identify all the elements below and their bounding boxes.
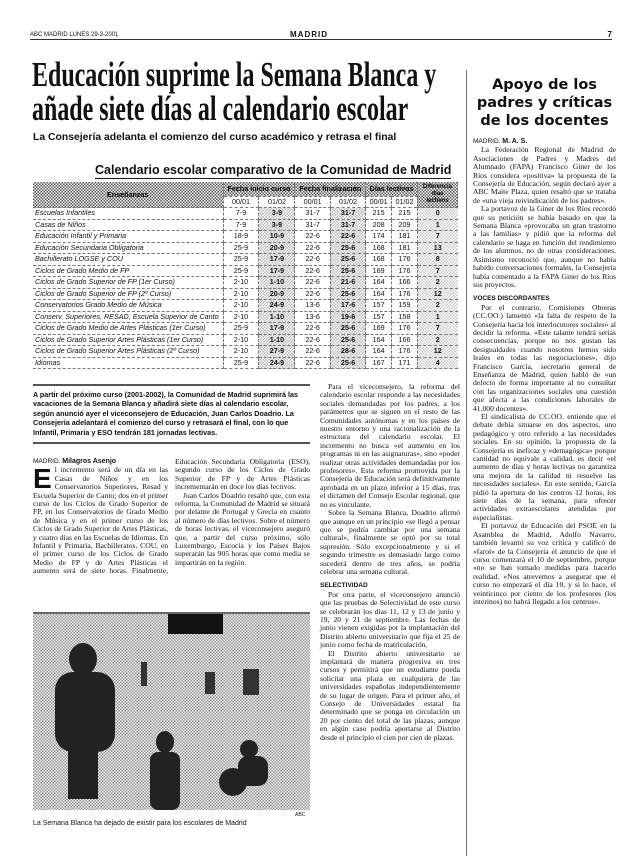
byline-author: M. A. S. bbox=[502, 138, 528, 145]
section-name: MADRID bbox=[290, 30, 328, 39]
table-cell: 25-6 bbox=[330, 334, 365, 346]
table-cell: 167 bbox=[366, 357, 392, 369]
col-header-dias: Días lectivos bbox=[366, 182, 418, 196]
table-cell: 164 bbox=[366, 277, 392, 289]
table-cell: 22-6 bbox=[295, 254, 330, 266]
photo-credit: ABC bbox=[295, 812, 306, 818]
table-cell: 1-10 bbox=[259, 311, 295, 323]
table-cell: 25-6 bbox=[330, 242, 365, 254]
table-cell: 22-6 bbox=[295, 323, 330, 335]
table-cell: 28-6 bbox=[330, 346, 365, 358]
table-cell: 25-9 bbox=[223, 323, 259, 335]
table-cell: 17-6 bbox=[330, 300, 365, 312]
table-cell: 4 bbox=[418, 357, 458, 369]
table-row bbox=[33, 346, 458, 358]
table-cell: 7 bbox=[418, 323, 458, 335]
sidebar-paragraph: Por el contrario, Comisiones Obreras (CC.OO.) lamentó «la falta de respeto de la Consejería hacia los interlocutores sociales» al decidir la reforma. «Este talante tendrá serias consecuencias, porque no nos gustan las desigualdades cuando nosotros hemos sido leales en todas las negociaciones», dijo Francisco García, secretario general de Enseñanza de Madrid, quien habló de «un defecto de forma importante al no consultar con las organizaciones sociales una cuestión que afecta a las condiciones laborales de 41.000 docentes». bbox=[473, 302, 616, 413]
table-row bbox=[33, 357, 458, 369]
row-label: Conservatorios Grado Medio de Música bbox=[33, 300, 223, 312]
table-cell: 22-6 bbox=[295, 357, 330, 369]
table-title: Calendario escolar comparativo de la Comunidad de Madrid bbox=[95, 163, 452, 177]
table-cell: 25-9 bbox=[223, 242, 259, 254]
table-cell: 168 bbox=[366, 254, 392, 266]
row-label: Educación Infantil y Primaria bbox=[33, 231, 223, 243]
headline-line-2: añade siete días al calendario escolar bbox=[32, 89, 409, 128]
lead-paragraph: A partir del próximo curso (2001-2002), la Comunidad de Madrid suprimirá las vacaciones de la Semana Blanca y añadirá siete días al calendario escolar, según anunció ayer el viceconsejero de Educación, Juan Carlos Doadrio. La Consejería adelantará el comienzo del curso y retrasará el final, con lo que Infantil, Primaria y ESO tendrán 181 jornadas lectivas. bbox=[33, 384, 310, 444]
col-header-inicio: Fecha inicio curso bbox=[223, 182, 295, 196]
col-header-ensenanzas: Enseñanzas bbox=[33, 182, 223, 208]
section-subhead: SELECTIVIDAD bbox=[320, 582, 368, 590]
table-cell: 2 bbox=[418, 277, 458, 289]
table-cell: 25-6 bbox=[330, 254, 365, 266]
table-cell: 2-10 bbox=[223, 288, 259, 300]
table-cell: 164 bbox=[366, 334, 392, 346]
table-cell: 25-9 bbox=[223, 265, 259, 277]
table-cell: 22-6 bbox=[295, 277, 330, 289]
subheader: 01/02 bbox=[392, 196, 418, 208]
sidebar-title: Apoyo de los padres y críticas de los docentes bbox=[476, 77, 613, 129]
table-cell: 17-9 bbox=[259, 323, 295, 335]
article-paragraph: El Distrito abierto universitario se implantará de manera progresiva en tres cursos y permitirá que un estudiante pueda solicitar una plaza en cualquiera de las universidades españolas independientemente de su lugar de origen. Para el primer año, el Consejo de Universidades estatal ha determinado que se ponga en circulación un 20 por ciento del total de las plazas, aunque en algún caso podría aportarse al Distrito desde el principio el cien por cien de plazas. bbox=[320, 648, 460, 742]
table-cell: 20-9 bbox=[259, 242, 295, 254]
table-cell: 168 bbox=[366, 242, 392, 254]
byline-author: Milagros Asenjo bbox=[62, 458, 117, 465]
table-cell: 22-6 bbox=[295, 242, 330, 254]
row-label: Casas de Niños bbox=[33, 219, 223, 231]
children-in-snow-illustration bbox=[33, 614, 310, 810]
sidebar-subhead: VOCES DISCORDANTES bbox=[473, 295, 550, 303]
sidebar-paragraph: El portavoz de Educación del PSOE en la Asamblea de Madrid, Adolfo Navarro, también levantó su voz crítica y calificó de «farol» de la Consejería el anuncio de que el curso comenzará el 10 de septiembre, porque «no se han tomado medidas para hacerlo realidad. «Nos atrevemos a asegurar que el curso no empezará el día 10, y si lo hace, el veinticinco por ciento de los profesores (los interinos) no habrá llegado a los centros». bbox=[473, 521, 616, 606]
col-header-diferencia: Diferencia días lectivos bbox=[418, 182, 458, 208]
table-cell: 176 bbox=[392, 265, 418, 277]
sidebar-paragraph: El sindicalista de CC.OO. entiende que el debate debía situarse en dos aspectos, uno pedagógico y otro referido a las necesidades sociales. En su opinión, la propuesta de la Consejería es ineficaz y «demagógica» porque cantidad no equivale a calidad, es decir «el aumento de días y horas lectivas no garantiza una mejora de la calidad ni resuelve las necesidades sociales». En este sentido, García pidió la apertura de los centros 12 horas, los siete días de la semana, para ofrecer actividades extraescolares atendidas por especialistas. bbox=[473, 412, 616, 522]
table-cell: 176 bbox=[392, 323, 418, 335]
table-cell: 24-9 bbox=[259, 357, 295, 369]
table-row bbox=[33, 254, 458, 266]
table-cell: 13 bbox=[418, 242, 458, 254]
table-cell: 2-10 bbox=[223, 277, 259, 289]
table-cell: 27-9 bbox=[259, 346, 295, 358]
table-cell: 2 bbox=[418, 334, 458, 346]
table-cell: 174 bbox=[366, 231, 392, 243]
paragraph-text: l incremento será de un día en las Casas de Niños y en los Conservatorios Superiores, Resad y Escuela Superior de Canto; dos en el primer curso de los Ciclos de Grado Superior de FP, en los Conservatorios de Grado Medio de Música y en el primer curso de los Ciclos de Grado Superior de Artes Plásticas, y cuatro días en las Escuelas de Idiomas. En Infantil y Primaria, Bachilleratos, COU, en el primer curso de los Ciclos de Grado Medio de FP y de Artes Plásticas el aumento será de siete horas. Finalmente, Educación Secundaria Obligatoria (ESO), segundo curso de los Ciclos de Grado Superior de FP y de Artes Plásticas incrementarán en doce los días lectivos. bbox=[33, 457, 310, 576]
table-row bbox=[33, 311, 458, 323]
table-cell: 22-6 bbox=[295, 265, 330, 277]
subheadline: La Consejería adelanta el comienzo del curso académico y retrasa el final bbox=[33, 132, 397, 143]
table-row bbox=[33, 277, 458, 289]
table-cell: 166 bbox=[392, 334, 418, 346]
table-cell: 17-9 bbox=[259, 254, 295, 266]
table-cell: 20-9 bbox=[259, 288, 295, 300]
article-paragraph: Por otra parte, el viceconsejero anunció que las pruebas de Selectividad de este curso se celebrarán los días 11, 12 y 13 de junio y 19, 20 y 21 de septiembre. Las fechas de junio vienen exigidas por la implantación del Distrito abierto universitario que fija el 25 de junio como fecha de matriculación. bbox=[320, 589, 460, 650]
page-header bbox=[30, 30, 612, 40]
sidebar-paragraph: La Federación Regional de Madrid de Asociaciones de Padres y Madres del Alumnado (FAPA) Francisco Giner de los Ríos considera «positiva» la propuesta de la Consejería de Educación, según declaró ayer a ABC Maite Plaza, quien resaltó que se trataba de «una vieja reivindicación de los padres». bbox=[473, 145, 616, 205]
row-label: Escuelas Infantiles bbox=[33, 208, 223, 220]
table-cell: 25-6 bbox=[330, 288, 365, 300]
table-cell: 31-7 bbox=[330, 208, 365, 220]
table-cell: 2-10 bbox=[223, 311, 259, 323]
table-cell: 22-6 bbox=[295, 334, 330, 346]
table-cell: 158 bbox=[392, 311, 418, 323]
article-paragraph: Sobre la Semana Blanca, Doadrio afirmó que aunque en un principio «se llegó a pensar que se podría cambiar por una semana cultural», finalmente se optó por su total supresión. Sólo excepcionalmente y si el segundo trimestre es demasiado largo como sucederá dentro de tres años, se podría celebrar una semana cultural. bbox=[320, 508, 460, 576]
subheader: 01/02 bbox=[259, 196, 295, 208]
table-row bbox=[33, 208, 458, 220]
table-cell: 2 bbox=[418, 300, 458, 312]
table-cell: 18-9 bbox=[223, 231, 259, 243]
row-label: Ciclos de Grado Superior Artes Plásticas (1er Curso) bbox=[33, 334, 223, 346]
row-label: Ciclos de Grado Superior de FP (1er Curso) bbox=[33, 277, 223, 289]
table-cell: 166 bbox=[392, 277, 418, 289]
table-cell: 25-6 bbox=[330, 265, 365, 277]
table-cell: 169 bbox=[366, 323, 392, 335]
table-row bbox=[33, 288, 458, 300]
table-cell: 24-9 bbox=[259, 300, 295, 312]
article-column-3 bbox=[320, 383, 460, 742]
photo-caption: La Semana Blanca ha dejado de existir para los escolares de Madrid bbox=[33, 820, 247, 827]
table-row bbox=[33, 231, 458, 243]
table-cell: 208 bbox=[366, 219, 392, 231]
col-header-fin: Fecha finalización bbox=[295, 182, 366, 196]
table-cell: 164 bbox=[366, 346, 392, 358]
drop-cap: E bbox=[33, 463, 52, 495]
table-cell: 1-10 bbox=[259, 277, 295, 289]
table-cell: 10-9 bbox=[259, 231, 295, 243]
table-cell: 25-9 bbox=[223, 254, 259, 266]
table-cell: 181 bbox=[392, 231, 418, 243]
table-cell: 31-7 bbox=[330, 219, 365, 231]
table-cell: 215 bbox=[366, 208, 392, 220]
row-label: Ciclos de Grado Superior de FP (2º Curso) bbox=[33, 288, 223, 300]
table-cell: 2-10 bbox=[223, 346, 259, 358]
article-paragraph: Juan Carlos Doadrio resaltó que, con esta reforma, la Comunidad de Madrid se situará por delante de Portugal y Grecia en cuanto al número de días lectivos. Sobre el número de horas lectivas, el viceconsejero aseguró que, a partir del curso próximo, sólo Luxemburgo, Escocia y los Países Bajos superarán las 905 horas que como media se impartirán en la región. bbox=[175, 490, 310, 567]
page-number: 7 bbox=[607, 30, 612, 39]
table-cell: 17-9 bbox=[259, 265, 295, 277]
table-cell: 19-6 bbox=[330, 311, 365, 323]
table-cell: 176 bbox=[392, 346, 418, 358]
row-label: Ciclos de Grado Medio de Artes Plásticas (1er Curso) bbox=[33, 323, 223, 335]
table-row bbox=[33, 242, 458, 254]
table-cell: 12 bbox=[418, 288, 458, 300]
table-cell: 157 bbox=[366, 300, 392, 312]
table-cell: 25-9 bbox=[223, 357, 259, 369]
table-row bbox=[33, 334, 458, 346]
table-cell: 1-10 bbox=[259, 334, 295, 346]
table-cell: 176 bbox=[392, 254, 418, 266]
table-cell: 3-9 bbox=[259, 208, 295, 220]
table-row bbox=[33, 219, 458, 231]
table-cell: 25-6 bbox=[330, 323, 365, 335]
table-cell: 2-10 bbox=[223, 300, 259, 312]
table-cell: 215 bbox=[392, 208, 418, 220]
table-cell: 7 bbox=[418, 265, 458, 277]
table-cell: 2-10 bbox=[223, 334, 259, 346]
table-cell: 157 bbox=[366, 311, 392, 323]
table-cell: 22-6 bbox=[295, 288, 330, 300]
table-cell: 22-6 bbox=[330, 231, 365, 243]
table-cell: 7-9 bbox=[223, 219, 259, 231]
table-cell: 22-6 bbox=[295, 231, 330, 243]
article-columns-1-2 bbox=[33, 458, 310, 576]
sidebar-article bbox=[466, 70, 616, 856]
headline-line-1: Educación suprime la Semana Blanca y bbox=[32, 55, 437, 94]
headline bbox=[32, 55, 462, 128]
publication-date: ABC MADRID LUNES 29-3-2001 bbox=[30, 32, 119, 38]
table-row bbox=[33, 323, 458, 335]
table-cell: 31-7 bbox=[295, 208, 330, 220]
table-cell: 22-6 bbox=[295, 346, 330, 358]
row-label: Idiomas bbox=[33, 357, 223, 369]
table-cell: 13-6 bbox=[295, 300, 330, 312]
table-cell: 3-9 bbox=[259, 219, 295, 231]
table-cell: 7 bbox=[418, 231, 458, 243]
row-label: Bachillerato LOGSE y COU bbox=[33, 254, 223, 266]
table-cell: 0 bbox=[418, 208, 458, 220]
table-cell: 209 bbox=[392, 219, 418, 231]
sidebar-paragraph: La portavoz de la Giner de los Ríos recordó que su petición se había basado en que la Semana Blanca «provocaba un gran trastorno a las familias» y pidió que la reforma del calendario se haga en función del rendimiento de los alumnos, no de otras consideraciones. Asimismo reconoció que, aunque no había habido conversaciones formales, la Consejería había comentado a la FAPA Giner de los Ríos sus proyectos. bbox=[473, 204, 616, 289]
table-cell: 164 bbox=[366, 288, 392, 300]
row-label: Educación Secundaria Obligatoria bbox=[33, 242, 223, 254]
table-row bbox=[33, 300, 458, 312]
table-cell: 169 bbox=[366, 265, 392, 277]
news-photo bbox=[33, 612, 310, 810]
table-cell: 13-6 bbox=[295, 311, 330, 323]
subheader: 00/01 bbox=[223, 196, 259, 208]
table-cell: 171 bbox=[392, 357, 418, 369]
school-calendar-table bbox=[33, 182, 458, 369]
table-row bbox=[33, 265, 458, 277]
byline-place: MADRID. bbox=[33, 458, 61, 465]
table-cell: 7-9 bbox=[223, 208, 259, 220]
table-cell: 176 bbox=[392, 288, 418, 300]
row-label: Ciclos de Grado Medio de FP bbox=[33, 265, 223, 277]
subheader: 01/02 bbox=[330, 196, 365, 208]
table-cell: 181 bbox=[392, 242, 418, 254]
table-cell: 8 bbox=[418, 254, 458, 266]
table-cell: 31-7 bbox=[295, 219, 330, 231]
table-cell: 1 bbox=[418, 311, 458, 323]
subheader: 00/01 bbox=[295, 196, 330, 208]
row-label: Conserv. Superiores, RESAD, Escuela Superior de Canto bbox=[33, 311, 223, 323]
table-cell: 159 bbox=[392, 300, 418, 312]
table-cell: 12 bbox=[418, 346, 458, 358]
byline-place: MADRID. bbox=[473, 138, 501, 145]
subheader: 00/01 bbox=[366, 196, 392, 208]
row-label: Ciclos de Grado Superior Artes Plásticas (2º Curso) bbox=[33, 346, 223, 358]
table-cell: 21-6 bbox=[330, 277, 365, 289]
article-paragraph: Para el viceconsejero, la reforma del calendario escolar responde a las necesidades sociales demandadas por los padres, a los parámetros que se siguen en el resto de las Comunidades autónomas y en los países de nuestro entorno y una racionalización de la estructura del calendario escolar. El incremento no busca «el aumento en los programas ni en las asignaturas», sino «poder realizar otras actividades demandadas por los profesores». Esta reforma promovida por la Consejería de Educación será definitivamente aprobada en un plazo inferior a 15 días, tras el dictamen del Consejo Escolar regional, que no es vinculante. bbox=[320, 382, 460, 509]
table-cell: 1 bbox=[418, 219, 458, 231]
table-cell: 25-6 bbox=[330, 357, 365, 369]
